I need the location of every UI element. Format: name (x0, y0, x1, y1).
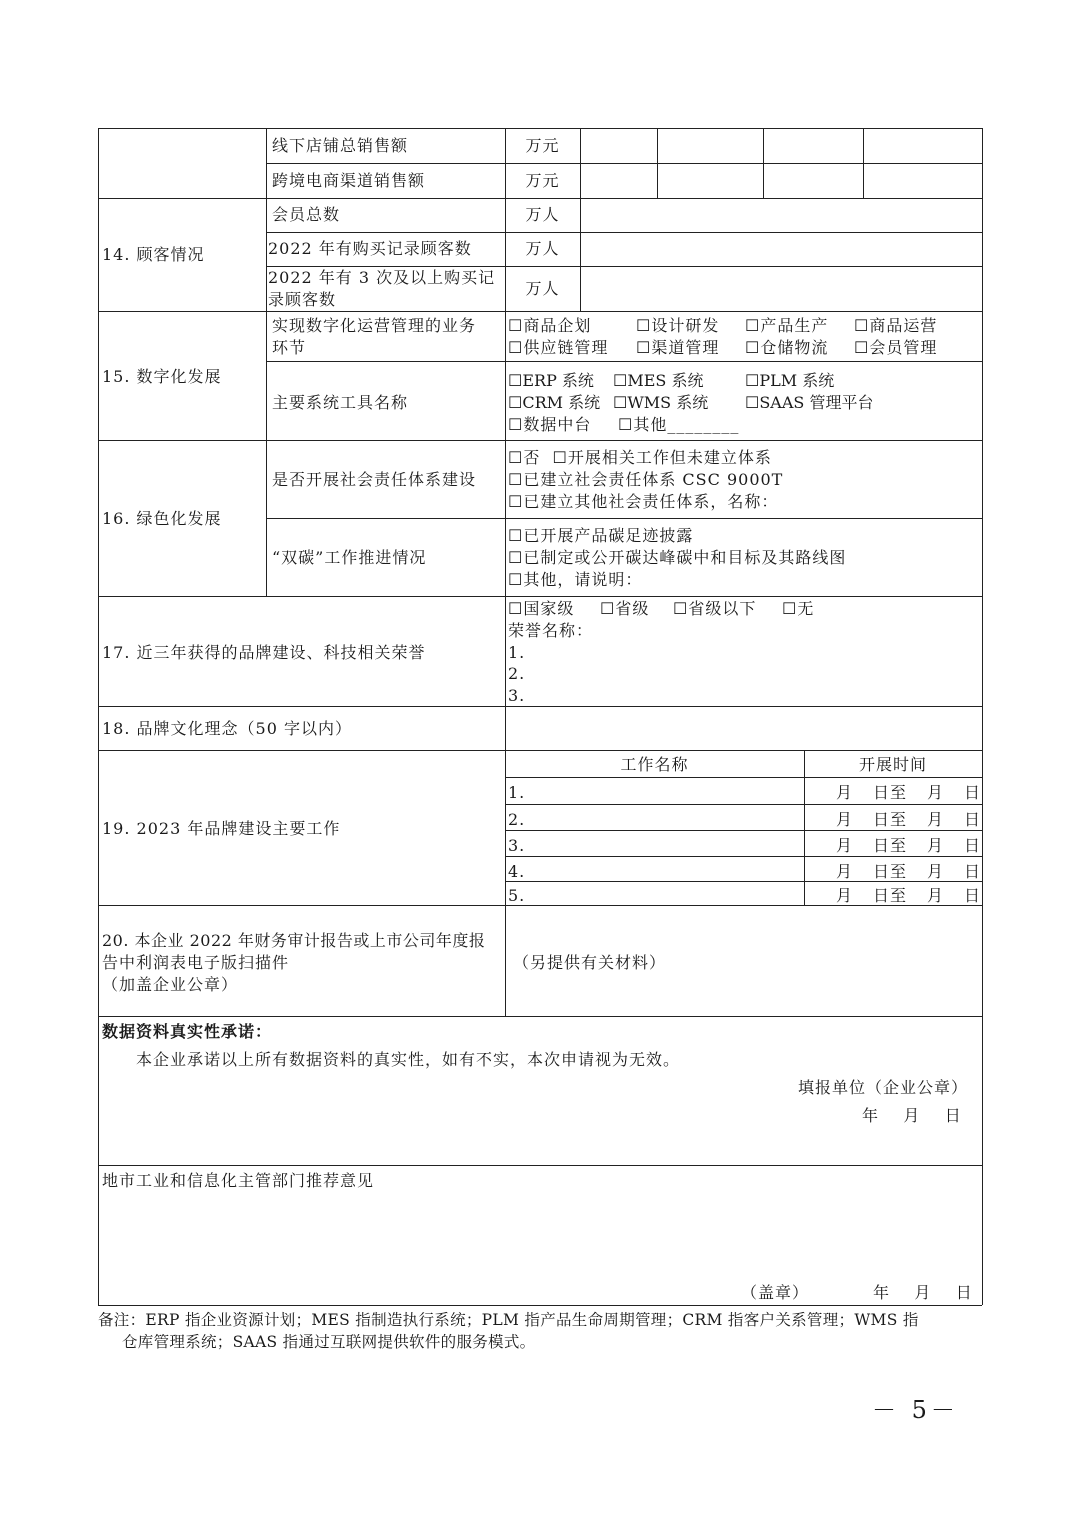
row-divider (98, 1016, 982, 1017)
section-17-title: 17. 近三年获得的品牌建设、科技相关荣誉 (102, 643, 426, 662)
row-divider (266, 163, 982, 164)
table-border-right (982, 128, 983, 1305)
section-20-value: （另提供有关材料） (513, 953, 667, 972)
row-divider (98, 311, 982, 312)
honor-level-none[interactable]: ☐无 (782, 599, 815, 618)
carbon-option-line-2[interactable]: ☐已制定或公开碳达峰碳中和目标及其路线图 (508, 548, 847, 567)
work-time-header: 开展时间 (858, 755, 927, 774)
date-day-to: 日至 (873, 862, 908, 881)
option-plm[interactable]: ☐PLM 系统 (745, 371, 835, 390)
honor-item-1: 1. (508, 643, 526, 662)
row-divider (266, 518, 982, 519)
footnote-line-2: 仓库管理系统；SAAS 指通过互联网提供软件的服务模式。 (122, 1333, 536, 1351)
repeat-buyers-label-1: 2022 年有 3 次及以上购买记 (268, 268, 496, 287)
col-divider (763, 128, 764, 198)
row-divider (505, 830, 982, 831)
row-divider (98, 440, 982, 441)
page-number: － 5－ (872, 1396, 959, 1424)
date-month: 月 (836, 862, 854, 881)
col-divider (580, 128, 581, 311)
section-15-title: 15. 数字化发展 (102, 367, 222, 386)
digital-ops-label-2: 环节 (272, 338, 307, 357)
row-divider (98, 750, 982, 751)
csr-option-line-2[interactable]: ☐已建立社会责任体系 CSC 9000T (508, 470, 784, 489)
col-divider (266, 128, 267, 596)
row-divider (98, 198, 982, 199)
buyers-2022-unit: 万人 (525, 239, 560, 258)
honor-name-label: 荣誉名称： (508, 621, 594, 640)
honor-level-national[interactable]: ☐国家级 (508, 599, 575, 618)
date-month-end: 月 (927, 886, 945, 905)
option-member[interactable]: ☐会员管理 (854, 338, 938, 357)
csr-option-line-3[interactable]: ☐已建立其他社会责任体系，名称： (508, 492, 779, 511)
section-20-title-2: 告中利润表电子版扫描件 (102, 953, 290, 972)
option-production[interactable]: ☐产品生产 (745, 316, 829, 335)
date-day-end: 日 (964, 836, 982, 855)
row-divider (98, 706, 982, 707)
option-saas[interactable]: ☐SAAS 管理平台 (745, 393, 874, 412)
offline-sales-unit: 万元 (525, 136, 560, 155)
dual-carbon-label: “双碳”工作推进情况 (272, 548, 427, 567)
carbon-option-line-1[interactable]: ☐已开展产品碳足迹披露 (508, 526, 694, 545)
section-16-title: 16. 绿色化发展 (102, 509, 222, 528)
option-warehouse[interactable]: ☐仓储物流 (745, 338, 829, 357)
row-divider (505, 804, 982, 805)
work-name-header: 工作名称 (620, 755, 689, 774)
section-20-title-1: 20. 本企业 2022 年财务审计报告或上市公司年度报 (102, 931, 486, 950)
row-divider (505, 777, 982, 778)
date-day-to: 日至 (873, 810, 908, 829)
date-month-end: 月 (927, 783, 945, 802)
table-border-bottom (98, 1305, 982, 1306)
footnote-line-1: 备注：ERP 指企业资源计划；MES 指制造执行系统；PLM 指产品生命周期管理；CRM 指客户关系管理；WMS 指 (98, 1311, 919, 1329)
date-month: 月 (836, 783, 854, 802)
work-row-4-name: 4. (508, 862, 526, 881)
section-18-title: 18. 品牌文化理念（50 字以内） (102, 719, 352, 738)
table-border-left (98, 128, 99, 1305)
commitment-text: 本企业承诺以上所有数据资料的真实性，如有不实，本次申请视为无效。 (136, 1050, 681, 1069)
honor-item-3: 3. (508, 686, 526, 705)
option-other-system[interactable]: ☐其他________ (618, 415, 740, 434)
commitment-date: 年 月 日 (862, 1106, 962, 1125)
col-divider (505, 128, 506, 1016)
option-mes[interactable]: ☐MES 系统 (613, 371, 704, 390)
carbon-option-line-3[interactable]: ☐其他，请说明： (508, 570, 643, 589)
date-month-end: 月 (927, 836, 945, 855)
csr-option-line-1[interactable]: ☐否 ☐开展相关工作但未建立体系 (508, 448, 772, 467)
row-divider (98, 1165, 982, 1166)
date-day-to: 日至 (873, 783, 908, 802)
commitment-title: 数据资料真实性承诺： (102, 1022, 273, 1041)
digital-ops-label-1: 实现数字化运营管理的业务 (272, 316, 477, 335)
date-month: 月 (836, 836, 854, 855)
date-month-end: 月 (927, 862, 945, 881)
row-divider (505, 856, 982, 857)
work-row-3-name: 3. (508, 836, 526, 855)
option-crm[interactable]: ☐CRM 系统 (508, 393, 601, 412)
footnote (98, 1309, 998, 1353)
option-data-platform[interactable]: ☐数据中台 (508, 415, 592, 434)
application-form-table (98, 128, 982, 1305)
member-total-unit: 万人 (525, 205, 560, 224)
work-row-1-name: 1. (508, 783, 526, 802)
buyers-2022-label: 2022 年有购买记录顾客数 (268, 239, 472, 258)
work-row-2-name: 2. (508, 810, 526, 829)
commitment-signer: 填报单位（企业公章） (798, 1078, 969, 1097)
honor-item-2: 2. (508, 664, 526, 683)
repeat-buyers-label-2: 录顾客数 (268, 290, 337, 309)
col-divider (657, 128, 658, 198)
row-divider (505, 881, 982, 882)
date-day-to: 日至 (873, 836, 908, 855)
member-total-label: 会员总数 (272, 205, 341, 224)
row-divider (266, 232, 982, 233)
work-row-5-name: 5. (508, 886, 526, 905)
date-day-to: 日至 (873, 886, 908, 905)
honor-level-below-provincial[interactable]: ☐省级以下 (673, 599, 757, 618)
option-wms[interactable]: ☐WMS 系统 (613, 393, 709, 412)
csr-system-label: 是否开展社会责任体系建设 (272, 470, 477, 489)
date-day-end: 日 (964, 810, 982, 829)
date-day-end: 日 (964, 886, 982, 905)
offline-sales-label: 线下店铺总销售额 (272, 136, 409, 155)
date-day-end: 日 (964, 862, 982, 881)
date-month: 月 (836, 810, 854, 829)
repeat-buyers-unit: 万人 (525, 279, 560, 298)
system-tools-label: 主要系统工具名称 (272, 393, 409, 412)
option-erp[interactable]: ☐ERP 系统 (508, 371, 594, 390)
option-product-planning[interactable]: ☐商品企划 (508, 316, 592, 335)
recommendation-date: 年 月 日 (873, 1283, 973, 1302)
option-product-operation[interactable]: ☐商品运营 (854, 316, 938, 335)
recommendation-seal: （盖章） (741, 1283, 810, 1302)
cross-border-sales-unit: 万元 (525, 171, 560, 190)
cross-border-sales-label: 跨境电商渠道销售额 (272, 171, 426, 190)
recommendation-title: 地市工业和信息化主管部门推荐意见 (102, 1171, 375, 1190)
row-divider (266, 361, 982, 362)
section-19-title: 19. 2023 年品牌建设主要工作 (102, 819, 341, 838)
honor-level-provincial[interactable]: ☐省级 (600, 599, 650, 618)
section-14-title: 14. 顾客情况 (102, 245, 205, 264)
table-border-top (98, 128, 982, 129)
option-supply-chain[interactable]: ☐供应链管理 (508, 338, 609, 357)
date-month-end: 月 (927, 810, 945, 829)
option-channel[interactable]: ☐渠道管理 (636, 338, 720, 357)
row-divider (98, 596, 982, 597)
date-day-end: 日 (964, 783, 982, 802)
date-month: 月 (836, 886, 854, 905)
option-design-rd[interactable]: ☐设计研发 (636, 316, 720, 335)
section-20-title-3: （加盖企业公章） (102, 975, 239, 994)
col-divider (863, 128, 864, 198)
